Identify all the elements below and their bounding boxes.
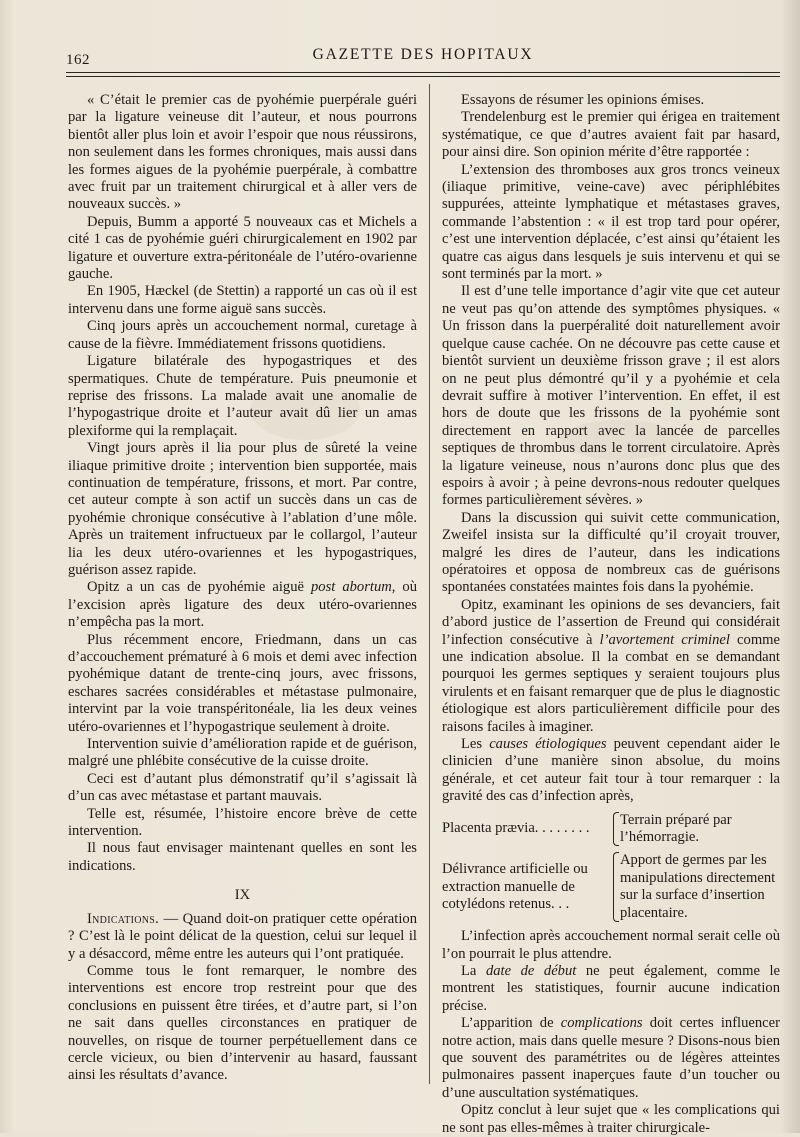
table-cause: Délivrance artificielle ou extraction manuelle de cotylédons retenus. . . [442,861,588,912]
bracket-table [442,812,780,922]
text-run: ne peut également, comme le montrent les statistiques, fournir aucune indication précise. [442,962,780,1014]
section-heading: Indications. [87,910,160,927]
text-run: , où l’excision après ligature des deux utéro-ovariennes n’empêcha pas la mort. [68,579,418,631]
paragraph: « C’était le premier cas de pyohémie puerpérale guéri par la ligature veineuse dit l’auteur, et nous pourrons bientôt aller plus loin et avoir l’espoir que nous réussirons, non seulement dans les formes chroniques, mais aussi dans les formes aigues de la pyohémie puerpérale, à combattre avec fruit par un traitement chirurgical et à aller vers de nouveaux succès. » [68,92,417,213]
paragraph [68,911,417,963]
paragraph [442,1015,780,1102]
text-run: L’apparition de [461,1015,561,1032]
text-run: Opitz, examinant les opinions de ses devanciers, fait d’abord justice de l’assertion de Freund qui considérait l’infection consécutive à [442,596,780,648]
paragraph: Comme tous le font remarquer, le nombre des interventions est encore trop restreint pour que des conclusions en puissent être tirées, et d’autre part, si l’on ne sait dans quelles circonstances en pratiquer de nouvelles, on risque de tourner perpétuellement dans ce cercle vicieux, ou bien d’intervenir au hasard, faussant ainsi les résultats d’avance. [68,962,417,1084]
brace [610,852,620,922]
paragraph: Depuis, Bumm a apporté 5 nouveaux cas et Michels a cité 1 cas de pyohémie guéri chirurgicalement en 1902 par ligature et ouverture extra-péritonéale de l’utéro-ovarienne gauche. [68,213,417,283]
paragraph: Trendelenburg est le premier qui érigea en traitement systématique, ce que d’autres avaient fait par hasard, pour ainsi dire. Son opinion mérite d’être rapportée : [442,109,780,161]
journal-title: GAZETTE DES HOPITAUX [312,46,534,63]
table-row [442,852,780,922]
right-column [442,92,780,1137]
italic-text: complications [560,1015,643,1032]
paragraph: L’infection après accouchement normal serait celle où l’on pourrait le plus attendre. [442,928,780,962]
paragraph: Ligature bilatérale des hypogastriques et des spermatiques. Chute de température. Puis pneumonie et reprise des frissons. La malade avait une anomalie de l’hypogastrique droite et l’auteur avait dû lier un amas plexiforme qui la remplaçait. [68,353,417,439]
page-number: 162 [66,52,90,68]
paragraph: En 1905, Hæckel (de Stettin) a rapporté un cas où il est intervenu dans une forme aiguë sans succès. [68,283,417,317]
page-header [66,44,780,68]
section-numeral: IX [234,887,251,904]
table-effect: Apport de germes par les manipulations directement sur la surface d’insertion placentaire. [620,852,776,921]
paragraph: Opitz conclut à leur sujet que « les complications qui ne sont pas elles-mêmes à traiter chirurgicale- [442,1102,780,1136]
paragraph [442,597,780,736]
left-column [68,92,417,1085]
italic-text: post abortum [311,579,392,596]
table-row [442,812,780,847]
paragraph: Cinq jours après un accouchement normal, curetage à cause de la fièvre. Immédiatement frissons quotidiens. [68,318,417,352]
paragraph: Intervention suivie d’amélioration rapide et de guérison, malgré une phlébite consécutive de la cuisse droite. [68,736,417,770]
paragraph: Il est d’une telle importance d’agir vite que cet auteur ne veut pas qu’on attende des symptômes physiques. « Un frisson dans la puerpéralité doit naturellement avoir quelque cause cachée. On ne découvre pas cette cause et bientôt survient un deuxième frisson grave ; il est alors on ne peut plus démontré qu’il y a pyohémie et cela devrait suffire à motiver l’intervention. En effet, il est hors de doute que les frissons de la pyohémie sont directement en rapport avec la lancée de parcelles septiques de thrombus dans le torrent circulatoire. Après la ligature veineuse, nous n’aurons donc plus que des espoirs à avoir ; à peine devrons-nous redouter quelques formes particulièrement sévères. » [442,283,780,509]
text-run: comme une indication absolue. Il la combat en se demandant pourquoi les germes septiques y seraient toujours plus virulents et en faisant remarquer que de plus le diagnostic étiologique est alors particulièrement difficile pour des raisons faciles à imaginer. [442,631,780,735]
paragraph: Vingt jours après il lia pour plus de sûreté la veine iliaque primitive droite ; intervention bien supportée, mais continuation de température, frissons, et mort. Par contre, cet auteur compte à son actif un succès dans un cas de pyohémie chronique consécutive à l’ablation d’une môle. Après un traitement infructueux par le collargol, l’auteur lia les deux utéro-ovariennes et les hypogastriques, guérison assez rapide. [68,440,417,578]
text-run: peuvent cependant aider le clinicien d’une manière sinon absolue, du moins générale, et cet auteur fait tour à tour remarquer : la gravité des cas d’infection après, [442,736,780,805]
italic-text: causes étiologiques [489,736,607,753]
italic-text: l’avortement criminel [599,631,730,648]
paragraph: Essayons de résumer les opinions émises. [461,92,705,108]
text-run: Les [461,736,490,753]
paragraph: Telle est, résumée, l’histoire encore brève de cette intervention. [68,805,417,840]
text-run: Opitz a un cas de pyohémie aiguë [87,579,311,596]
text-run: La [461,962,486,979]
text-run: doit certes influencer notre action, mais dans quelle mesure ? Disons-nous bien que souvent des paramétrites ou de légères atteintes pulmonaires passent inaperçues faute d’un toucher ou d’une auscultation systématiques. [442,1015,781,1101]
header-rule [66,72,780,73]
brace [610,812,620,847]
paragraph: Dans la discussion qui suivit cette communication, Zweifel insista sur la difficulté qu’il croyait trouver, malgré les dires de l’auteur, dans les indications opératoires et opposa de nombreux cas de guérisons spontanées constatées maintes fois dans la pyohémie. [442,509,780,596]
table-effect: Terrain préparé par l’hémorragie. [620,811,732,846]
paragraph [442,963,780,1015]
header-rule [66,76,780,77]
paragraph [68,579,417,631]
column-divider [429,84,430,1084]
text-run: — Quand doit-on pratiquer cette opération ? C’est là le point délicat de la question, celui sur lequel il y a désaccord, même entre les auteurs qui l’ont pratiquée. [68,910,417,962]
table-cause: Placenta prævia. . . . . . . . [442,820,590,837]
paragraph: L’extension des thromboses aux gros troncs veineux (iliaque primitive, veine-cave) avec périphlébites suppurées, atteinte lymphatique et métastases graves, commande l’abstention : « il est trop tard pour opérer, c’est une intervention déplacée, c’est ainsi qu’étaient les quatre cas aigus dans lesquels je suis intervenu et qui se sont terminés par la mort. » [442,161,780,283]
italic-text: date de début [485,962,577,979]
paragraph [442,736,780,806]
paragraph: Il nous faut envisager maintenant quelles en sont les indications. [68,840,417,874]
paragraph: Plus récemment encore, Friedmann, dans un cas d’accouchement prématuré à 6 mois et demi avec infection pyohémique datant de trente-cinq jours, avec frissons, eschares sacrées considérables et métastase pulmonaire, intervint par la voie transpéritonéale, lia les deux veines utéro-ovariennes et l’hypogastrique seulement à droite. [68,631,417,735]
paragraph: Ceci est d’autant plus démonstratif qu’il s’agissait là d’un cas avec métastase et partant mauvais. [68,770,417,805]
